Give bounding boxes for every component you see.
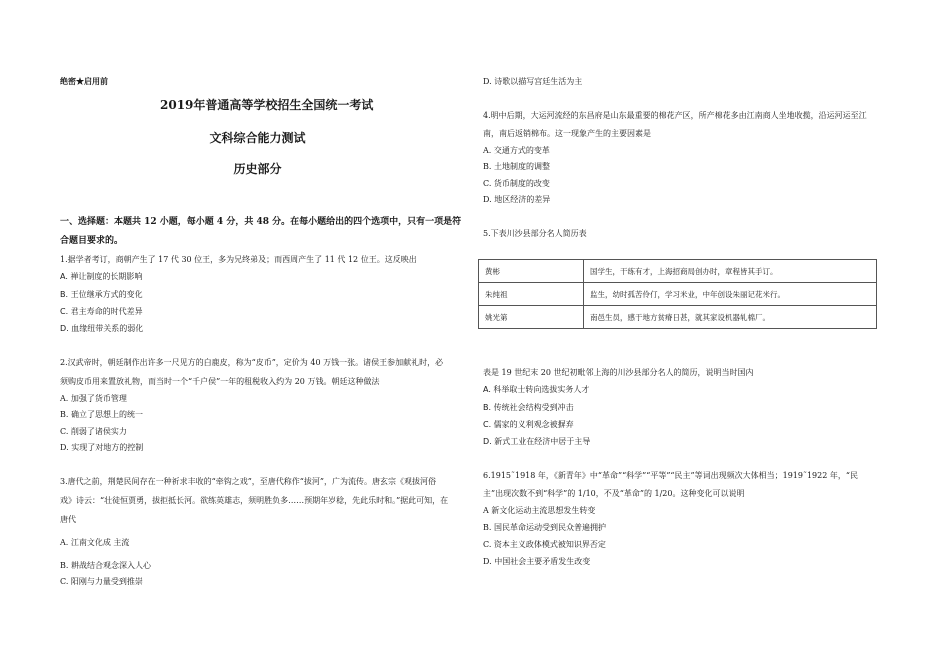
q1-stem: 1.据学者考订，商朝产生了 17 代 30 位王，多为兄终弟及；而西周产生了 11 代 12 位王。这反映出	[60, 255, 417, 264]
q2-option-d: D. 实现了对地方的控制	[60, 443, 144, 452]
q3-option-a: A. 江南文化成 主流	[60, 538, 130, 547]
q6-stem-line2: 主”出现次数不到“科学”的 1/10，不及“革命”的 1/20。这种变化可以说明	[483, 489, 745, 498]
q4-option-a: A. 交通方式的变革	[483, 146, 550, 155]
q1-option-c: C. 君主寿命的时代差异	[60, 307, 143, 316]
q5-stem: 5.下表川沙县部分名人简历表	[483, 229, 587, 238]
table-cell-name: 姚光第	[479, 306, 584, 329]
exam-title: 2019年普通高等学校招生全国统一考试	[160, 98, 374, 112]
table-row	[479, 283, 877, 306]
q6-stem-line1: 6.1915˜1918 年，《新青年》中“革命”“科学”“平等”“民主”等词出现频次大体相当；1919˜1922 年，“民	[483, 471, 858, 480]
q5-option-d: D. 新式工业在经济中居于主导	[483, 437, 591, 446]
q2-option-c: C. 削弱了诸侯实力	[60, 427, 127, 436]
q4-stem-line1: 4.明中后期，大运河流经的东昌府是山东最重要的棉花产区，所产棉花多由江南商人坐地收揽，沿运河运至江	[483, 111, 867, 120]
secret-label: 绝密★启用前	[60, 76, 108, 86]
q3-stem-line3: 唐代	[60, 515, 76, 524]
q6-option-c: C. 资本主义政体模式被知识界否定	[483, 540, 606, 549]
q3-option-b: B. 耕战结合观念深入人心	[60, 561, 151, 570]
q4-stem-line2: 南，南后返销棉布。这一现象产生的主要因素是	[483, 129, 651, 138]
q6-option-a: A 新文化运动主流思想发生转变	[483, 506, 596, 515]
q1-option-a: A. 禅让制度的长期影响	[60, 272, 143, 281]
q2-option-b: B. 确立了思想上的统一	[60, 410, 143, 419]
q6-option-d: D. 中国社会主要矛盾发生改变	[483, 557, 591, 566]
q5-stem-line2: 表是 19 世纪末 20 世纪初毗邻上海的川沙县部分名人的简历，说明当时国内	[483, 368, 754, 377]
table-row	[479, 306, 877, 329]
q3-option-c: C. 阳刚与力量受到推崇	[60, 577, 143, 586]
q3-stem-line1: 3.唐代之前，荆楚民间存在一种祈求丰收的“牵钩之戏”，至唐代称作“拔河”，广为流传。唐玄宗《观拔河俗	[60, 477, 436, 486]
q2-option-a: A. 加强了货币管理	[60, 394, 127, 403]
q1-option-b: B. 王位继承方式的变化	[60, 290, 143, 299]
table-cell-desc: 南邑生员，感于地方贫瘠日甚，就其家设机器轧棉厂。	[584, 306, 877, 329]
q5-option-a: A. 科举取士转向选拔实务人才	[483, 385, 590, 394]
q5-biography-table	[478, 259, 877, 329]
q4-option-b: B. 土地制度的调整	[483, 162, 550, 171]
table-cell-desc: 国学生，干练有才，上海招商局创办时，章程皆其手订。	[584, 260, 877, 283]
table-cell-name: 黄彬	[479, 260, 584, 283]
q2-stem-line2: 须购皮币用来置放礼物，而当时一个“千户侯”一年的租税收入约为 20 万钱。朝廷这种做法	[60, 377, 380, 386]
q6-option-b: B. 国民革命运动受到民众普遍拥护	[483, 523, 606, 532]
part-title: 历史部分	[233, 162, 282, 176]
subject-title: 文科综合能力测试	[209, 131, 306, 145]
q4-option-c: C. 货币制度的改变	[483, 179, 550, 188]
q3-option-d: D. 诗歌以描写宫廷生活为主	[483, 77, 583, 86]
q5-option-b: B. 传统社会结构受到冲击	[483, 403, 574, 412]
section-heading-line2: 合题目要求的。	[60, 236, 124, 246]
q1-option-d: D. 血缘纽带关系的弱化	[60, 324, 144, 333]
q2-stem-line1: 2.汉武帝时，朝廷制作出许多一尺见方的白鹿皮，称为“皮币”，定价为 40 万钱一张。诸侯王参加献礼时，必	[60, 358, 444, 367]
table-row	[479, 260, 877, 283]
table-cell-name: 朱纯祖	[479, 283, 584, 306]
table-cell-desc: 监生，幼时孤苦伶仃，学习米业，中年创设朱丽记花米行。	[584, 283, 877, 306]
q4-option-d: D. 地区经济的差异	[483, 195, 551, 204]
q5-option-c: C. 儒家的义利观念被摒弃	[483, 420, 574, 429]
section-heading-line1: 一、选择题：本题共 12 小题，每小题 4 分，共 48 分。在每小题给出的四个选项中，只有一项是符	[60, 217, 462, 227]
q3-stem-line2: 戏》诗云：“壮徒恒贾勇，拔拒抵长河。欲练英雄志，须明胜负多……预期年岁稔，先此乐时和。”据此可知，在	[60, 496, 449, 505]
